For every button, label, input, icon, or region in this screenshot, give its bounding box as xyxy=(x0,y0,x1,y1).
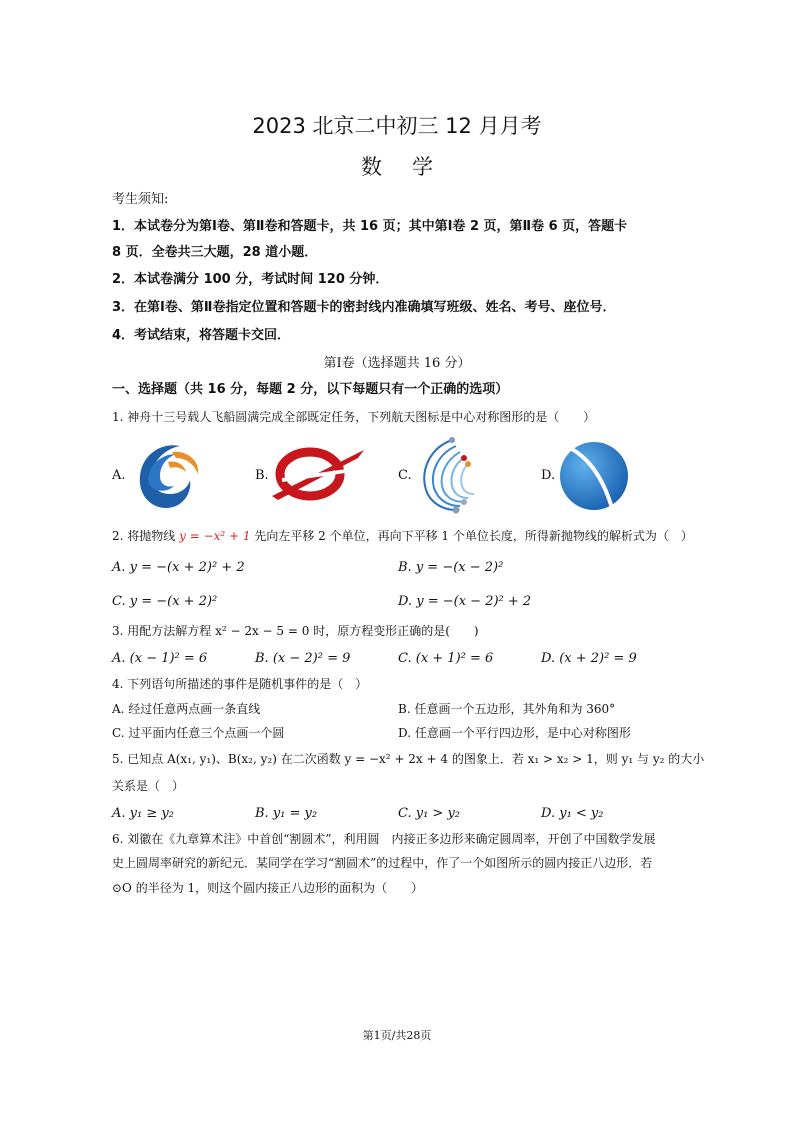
q1-option-d-label: D. xyxy=(541,468,556,483)
q3-option-b: B. (x − 2)² = 9 xyxy=(255,651,351,666)
logo-a-swirl-icon xyxy=(128,436,206,514)
q2-stem-pre: 2. 将抛物线 xyxy=(112,529,176,543)
logo-c-orbit-arcs-icon xyxy=(412,434,488,514)
q3-option-d: D. (x + 2)² = 9 xyxy=(541,651,637,666)
q2-formula: y = −x² + 1 xyxy=(179,529,251,543)
q3-stem: 3. 用配方法解方程 x² − 2x − 5 = 0 时，原方程变形正确的是( ) xyxy=(112,624,479,638)
q1-stem: 1. 神舟十三号载人飞船圆满完成全部既定任务，下列航天图标是中心对称图形的是（ ） xyxy=(112,410,596,424)
notice-heading: 考生须知: xyxy=(112,192,169,207)
q2-option-d: D. y = −(x − 2)² + 2 xyxy=(398,594,532,609)
notice-item-1: 1．本试卷分为第Ⅰ卷、第Ⅱ卷和答题卡，共 16 页；其中第Ⅰ卷 2 页，第Ⅱ卷 6 页，答题卡 xyxy=(112,219,628,234)
part-title: 一、选择题（共 16 分，每题 2 分，以下每题只有一个正确的选项） xyxy=(112,382,509,397)
notice-item-2: 2．本试卷满分 100 分，考试时间 120 分钟． xyxy=(112,272,389,287)
page-footer: 第1页/共28页 xyxy=(362,1029,432,1042)
q3-option-c: C. (x + 1)² = 6 xyxy=(398,651,494,666)
q2-stem-post: 先向左平移 2 个单位，再向下平移 1 个单位长度，所得新抛物线的解析式为（ ） xyxy=(254,529,693,543)
q4-option-b: B. 任意画一个五边形，其外角和为 360° xyxy=(398,702,616,716)
q2-option-c: C. y = −(x + 2)² xyxy=(112,594,218,609)
q2-option-a: A. y = −(x + 2)² + 2 xyxy=(112,560,245,575)
q5-stem-line-1: 5. 已知点 A(x₁, y₁)、B(x₂, y₂) 在二次函数 y = −x² + 2x + 4 的图象上．若 x₁ > x₂ > 1，则 y₁ 与 y₂ 的大小 xyxy=(112,752,705,766)
q2-option-b: B. y = −(x − 2)² xyxy=(398,560,504,575)
subject-title: 数学 xyxy=(361,155,463,179)
q4-option-a: A. 经过任意两点画一条直线 xyxy=(112,702,261,716)
q6-line-2: 史上圆周率研究的新纪元．某同学在学习“割圆术”的过程中，作了一个如图所示的圆内接正八边形．若 xyxy=(112,856,653,870)
notice-item-3: 3．在第Ⅰ卷、第Ⅱ卷指定位置和答题卡的密封线内准确填写班级、姓名、考号、座位号． xyxy=(112,300,616,315)
logo-b-red-slash-icon xyxy=(268,444,368,504)
q5-option-b: B. y₁ = y₂ xyxy=(255,806,318,821)
section-title: 第Ⅰ卷（选择题共 16 分） xyxy=(323,356,471,371)
logo-d-blue-sphere-icon xyxy=(556,436,632,512)
q6-line-3: ⊙O 的半径为 1，则这个圆内接正八边形的面积为（ ） xyxy=(112,881,424,895)
page-title: 2023 北京二中初三 12 月月考 xyxy=(252,114,542,138)
q2-stem xyxy=(112,528,693,544)
q4-stem: 4. 下列语句所描述的事件是随机事件的是（ ） xyxy=(112,677,368,691)
q3-option-a: A. (x − 1)² = 6 xyxy=(112,651,208,666)
notice-item-4: 4．考试结束，将答题卡交回． xyxy=(112,328,291,343)
q4-option-d: D. 任意画一个平行四边形，是中心对称图形 xyxy=(398,726,631,740)
notice-item-1-cont: 8 页．全卷共三大题，28 道小题． xyxy=(112,245,318,260)
q5-stem-line-2: 关系是（ ） xyxy=(112,779,185,793)
q1-option-a-label: A. xyxy=(112,468,126,483)
q6-line-1: 6. 刘徽在《九章算术注》中首创“割圆术”，利用圆 内接正多边形来确定圆周率，开创了中国数学发展 xyxy=(112,832,656,846)
q5-option-d: D. y₁ < y₂ xyxy=(541,806,604,821)
q1-option-b-label: B. xyxy=(255,468,269,483)
q5-option-a: A. y₁ ≥ y₂ xyxy=(112,806,174,821)
q1-option-c-label: C. xyxy=(398,468,412,483)
q5-option-c: C. y₁ > y₂ xyxy=(398,806,461,821)
q4-option-c: C. 过平面内任意三个点画一个圆 xyxy=(112,726,285,740)
